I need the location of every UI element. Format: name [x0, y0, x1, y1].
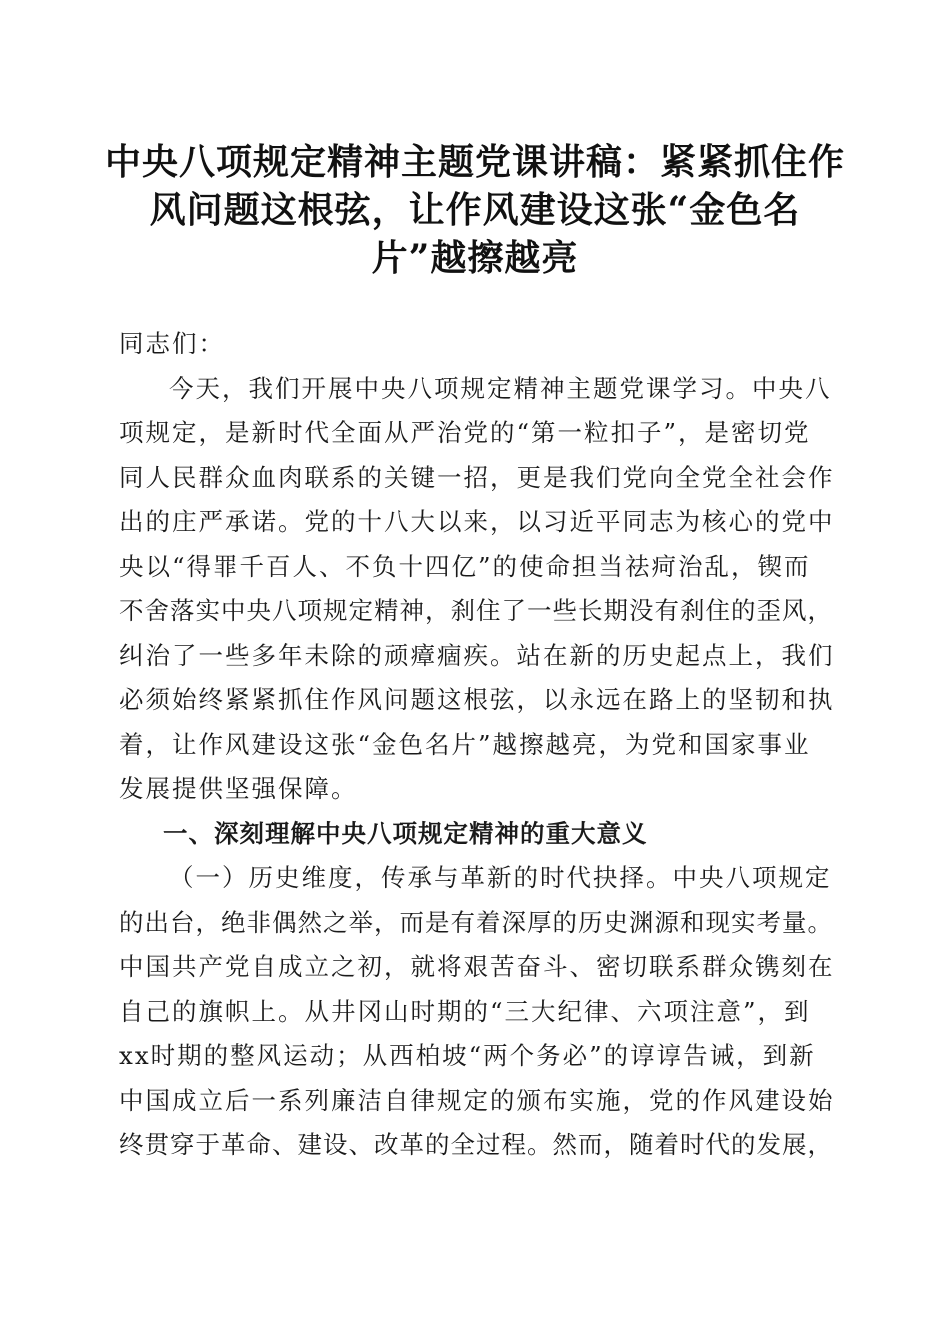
salutation — [119, 322, 839, 367]
paragraph-line: 着，让作风建设这张“金色名片”越擦越亮，为党和国家事业 — [119, 729, 811, 759]
paragraph-line: 同人民群众血肉联系的关键一招，更是我们党向全党全社会作 — [119, 462, 835, 492]
paragraph-line: 必须始终紧紧抓住作风问题这根弦，以永远在路上的坚韧和执 — [119, 685, 835, 714]
paragraph-line: 终贯穿于革命、建设、改革的全过程。然而，随着时代的发展， — [119, 1130, 833, 1159]
paragraph-line: 项规定，是新时代全面从严治党的“第一粒扣子”，是密切党 — [119, 418, 811, 447]
paragraph-line: （一）历史维度，传承与革新的时代抉择。中央八项规定 — [169, 863, 832, 892]
paragraph-intro — [119, 367, 839, 812]
paragraph-line: 发展提供坚强保障。 — [119, 774, 358, 803]
paragraph-line: 今天，我们开展中央八项规定精神主题党课学习。中央八 — [169, 373, 832, 403]
paragraph-history — [119, 856, 839, 1168]
section-heading — [119, 812, 839, 857]
paragraph-line: 不舍落实中央八项规定精神，刹住了一些长期没有刹住的歪风， — [119, 596, 833, 625]
paragraph-line: 自己的旗帜上。从井冈山时期的“三大纪律、六项注意”，到 — [119, 996, 811, 1026]
title-line: 片”越擦越亮 — [371, 237, 579, 279]
document-body — [119, 322, 839, 1168]
paragraph-line: 央以“得罪千百人、不负十四亿”的使命担当祛疴治乱，锲而 — [119, 551, 811, 581]
paragraph-line: 的出台，绝非偶然之举，而是有着深厚的历史渊源和现实考量。 — [119, 907, 833, 937]
paragraph-line: 中国共产党自成立之初，就将艰苦奋斗、密切联系群众镌刻在 — [119, 952, 835, 981]
paragraph-line: 中国成立后一系列廉洁自律规定的颁布实施，党的作风建设始 — [119, 1085, 835, 1115]
paragraph-line: xx时期的整风运动；从西柏坡“两个务必”的谆谆告诫，到新 — [119, 1041, 816, 1070]
title-line: 中央八项规定精神主题党课讲稿：紧紧抓住作 — [104, 141, 845, 183]
title-line: 风问题这根弦，让作风建设这张“金色名 — [149, 189, 801, 231]
document-title — [100, 138, 850, 282]
salutation-text: 同志们： — [119, 329, 225, 358]
paragraph-line: 出的庄严承诺。党的十八大以来，以习近平同志为核心的党中 — [119, 507, 835, 536]
section-heading-text: 一、深刻理解中央八项规定精神的重大意义 — [163, 818, 648, 848]
paragraph-line: 纠治了一些多年未除的顽瘴痼疾。站在新的历史起点上，我们 — [119, 640, 835, 670]
